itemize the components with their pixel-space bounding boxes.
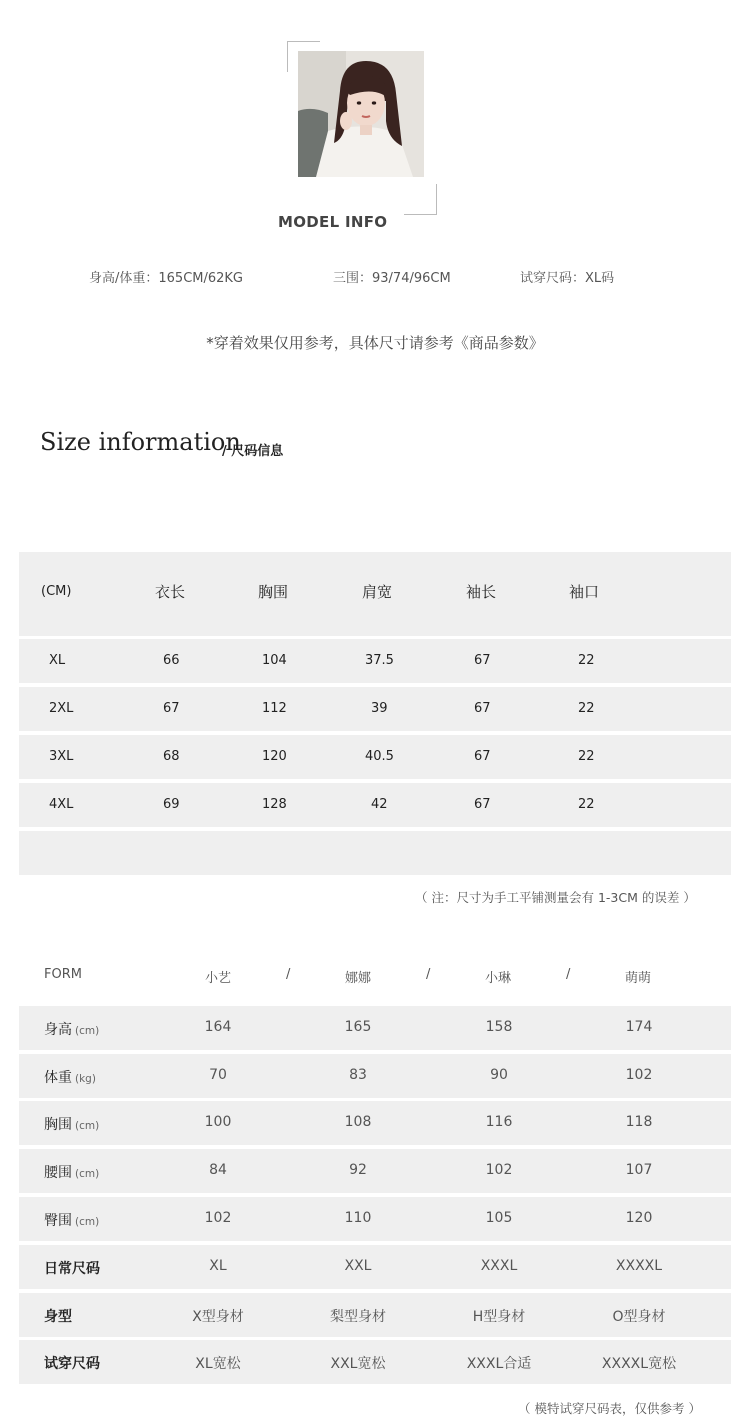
size-cell: 69 xyxy=(163,797,180,812)
form-row-unit: (kg) xyxy=(75,1073,96,1085)
size-section-title: Size information xyxy=(40,428,241,456)
form-cell: 164 xyxy=(204,1019,232,1035)
size-cell: 40.5 xyxy=(365,749,394,764)
size-cell: 67 xyxy=(163,701,180,716)
form-cell: XXXL xyxy=(480,1258,518,1274)
model-photo-illustration xyxy=(298,51,424,177)
form-row-unit: (cm) xyxy=(75,1025,100,1037)
size-section-title-cn: / 尺码信息 xyxy=(222,444,284,459)
size-table-header-cuff: 袖口 xyxy=(569,583,600,601)
size-cell: 104 xyxy=(262,653,287,668)
form-row-unit: (cm) xyxy=(75,1168,100,1180)
model-trial-size: 试穿尺码：XL码 xyxy=(520,271,615,286)
size-cell: 67 xyxy=(474,749,491,764)
size-cell: 128 xyxy=(262,797,287,812)
model-photo xyxy=(298,51,424,177)
form-cell: 梨型身材 xyxy=(330,1309,386,1325)
table-row xyxy=(19,1340,731,1384)
size-table-header-sleeve: 袖长 xyxy=(466,583,497,601)
form-row-label-text: 胸围 xyxy=(44,1117,72,1133)
form-cell: XXXXL xyxy=(615,1258,663,1274)
form-cell: O型身材 xyxy=(612,1309,666,1325)
table-row xyxy=(19,1197,731,1241)
form-cell: 102 xyxy=(625,1067,653,1083)
form-cell: 102 xyxy=(485,1162,513,1178)
form-cell: 105 xyxy=(485,1210,513,1226)
model-info-title: MODEL INFO xyxy=(278,213,388,231)
fit-reference-note: *穿着效果仅用参考，具体尺寸请参考《商品参数》 xyxy=(206,334,544,352)
form-cell: 107 xyxy=(625,1162,653,1178)
form-row-label-text: 体重 xyxy=(44,1070,72,1086)
photo-frame-corner-bottom-right xyxy=(404,184,437,215)
form-cell: XXL xyxy=(344,1258,372,1274)
size-label: 4XL xyxy=(49,797,74,812)
size-cell: 22 xyxy=(578,797,595,812)
form-cell: 118 xyxy=(625,1114,653,1130)
model-height-weight: 身高/体重：165CM/62KG xyxy=(89,271,244,286)
form-table-header-label: FORM xyxy=(44,967,82,982)
form-cell: 92 xyxy=(349,1162,367,1178)
model-size-note: （ 模特试穿尺码表，仅供参考 ） xyxy=(518,1401,701,1416)
size-cell: 67 xyxy=(474,797,491,812)
form-row-label xyxy=(44,1019,99,1039)
size-cell: 22 xyxy=(578,701,595,716)
size-cell: 67 xyxy=(474,653,491,668)
form-cell: XXXXL宽松 xyxy=(601,1356,677,1372)
form-row-label: 身型 xyxy=(44,1309,72,1325)
table-row xyxy=(19,1245,731,1289)
form-cell: XXL宽松 xyxy=(330,1356,386,1372)
form-header-separator: / xyxy=(566,967,571,982)
form-row-label: 日常尺码 xyxy=(44,1261,100,1277)
size-cell: 42 xyxy=(371,797,388,812)
form-cell: 90 xyxy=(490,1067,508,1083)
table-row xyxy=(19,1054,731,1098)
table-row xyxy=(19,735,731,779)
size-table-header-length: 衣长 xyxy=(155,583,186,601)
size-cell: 22 xyxy=(578,749,595,764)
size-table-unit-header: (CM) xyxy=(41,584,72,599)
form-cell: 84 xyxy=(209,1162,227,1178)
size-cell: 39 xyxy=(371,701,388,716)
form-cell: 174 xyxy=(625,1019,653,1035)
size-label: XL xyxy=(49,653,66,668)
table-row xyxy=(19,687,731,731)
form-cell: 120 xyxy=(625,1210,653,1226)
table-row-empty xyxy=(19,831,731,875)
form-header-separator: / xyxy=(286,967,291,982)
table-row xyxy=(19,1101,731,1145)
form-row-label-text: 臀围 xyxy=(44,1213,72,1229)
table-row xyxy=(19,639,731,683)
size-cell: 120 xyxy=(262,749,287,764)
form-header-model-2: 娜娜 xyxy=(345,971,372,986)
form-row-label xyxy=(44,1210,99,1230)
size-cell: 112 xyxy=(262,701,287,716)
form-cell: 165 xyxy=(344,1019,372,1035)
form-header-separator: / xyxy=(426,967,431,982)
form-row-label: 试穿尺码 xyxy=(44,1356,100,1372)
form-cell: 102 xyxy=(204,1210,232,1226)
form-cell: 83 xyxy=(349,1067,367,1083)
form-row-label xyxy=(44,1067,96,1087)
size-label: 3XL xyxy=(49,749,74,764)
size-table-header-shoulder: 肩宽 xyxy=(362,583,393,601)
table-row xyxy=(19,1149,731,1193)
size-cell: 67 xyxy=(474,701,491,716)
size-cell: 22 xyxy=(578,653,595,668)
form-row-unit: (cm) xyxy=(75,1120,100,1132)
form-header-model-1: 小艺 xyxy=(205,971,232,986)
form-cell: XL xyxy=(209,1258,227,1274)
form-cell: 108 xyxy=(344,1114,372,1130)
form-cell: X型身材 xyxy=(192,1309,244,1325)
form-cell: 158 xyxy=(485,1019,513,1035)
size-label: 2XL xyxy=(49,701,74,716)
table-row xyxy=(19,1293,731,1337)
form-row-label-text: 腰围 xyxy=(44,1165,72,1181)
form-row-label-text: 身高 xyxy=(44,1022,72,1038)
form-row-unit: (cm) xyxy=(75,1216,100,1228)
form-cell: 70 xyxy=(209,1067,227,1083)
form-header-model-3: 小琳 xyxy=(485,971,512,986)
size-cell: 68 xyxy=(163,749,180,764)
form-cell: XL宽松 xyxy=(195,1356,241,1372)
model-measurements: 三围：93/74/96CM xyxy=(333,271,451,286)
form-cell: 100 xyxy=(204,1114,232,1130)
size-table-header xyxy=(19,552,731,636)
form-row-label xyxy=(44,1162,99,1182)
form-cell: H型身材 xyxy=(472,1309,526,1325)
size-cell: 66 xyxy=(163,653,180,668)
form-header-model-4: 萌萌 xyxy=(625,971,652,986)
table-row xyxy=(19,783,731,827)
size-cell: 37.5 xyxy=(365,653,394,668)
measurement-error-note: （ 注：尺寸为手工平铺测量会有 1-3CM 的误差 ） xyxy=(415,890,696,905)
form-cell: 110 xyxy=(344,1210,372,1226)
table-row xyxy=(19,1006,731,1050)
form-row-label xyxy=(44,1114,99,1134)
form-cell: 116 xyxy=(485,1114,513,1130)
form-cell: XXXL合适 xyxy=(466,1356,532,1372)
size-table-header-chest: 胸围 xyxy=(258,583,289,601)
